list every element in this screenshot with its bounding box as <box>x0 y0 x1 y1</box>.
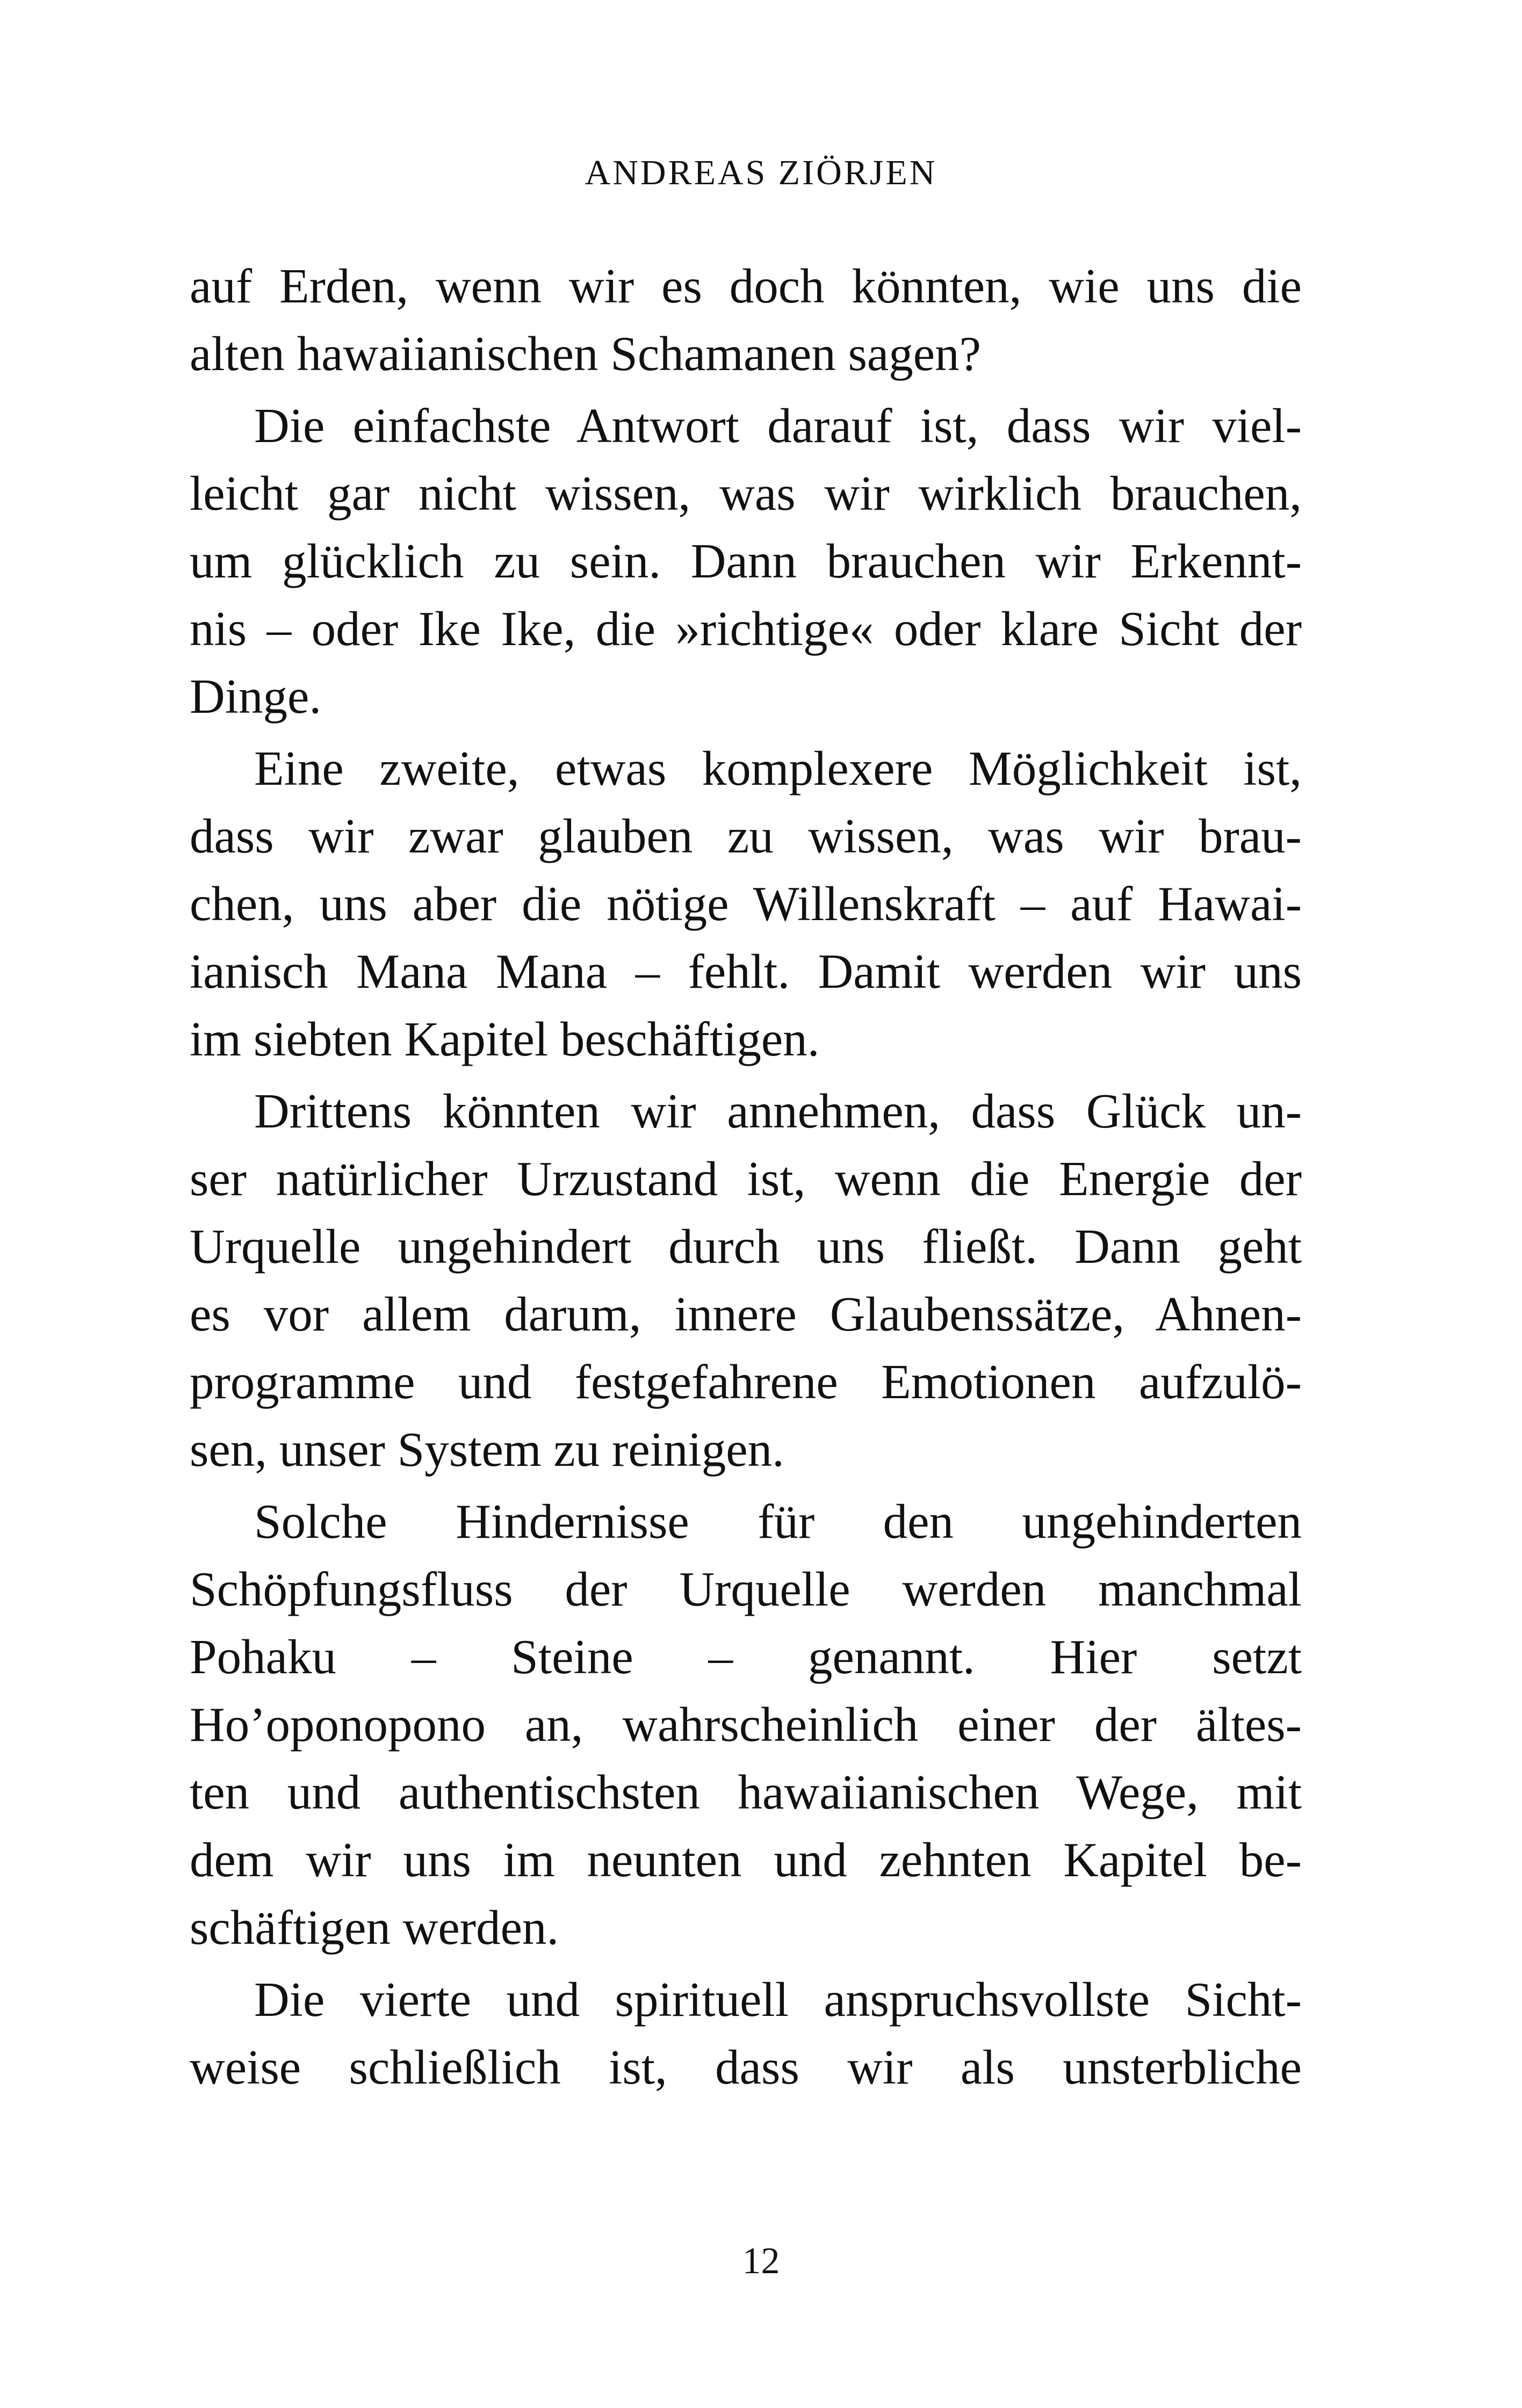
text-line: Die vierte und spirituell anspruchsvollste Sicht- <box>254 1972 1302 2027</box>
text-line: programme und festgefahrene Emotionen aufzulö- <box>190 1355 1302 1409</box>
text-line: es vor allem darum, innere Glaubenssätze, Ahnen- <box>190 1287 1302 1341</box>
text-line: leicht gar nicht wissen, was wir wirklich brauchen, <box>190 466 1302 520</box>
text-line: Schöpfungsfluss der Urquelle werden manchmal <box>190 1562 1302 1616</box>
text-line: Urquelle ungehindert durch uns fließt. Dann geht <box>190 1219 1302 1274</box>
text-line: Ho’oponopono an, wahrscheinlich einer der ältes- <box>190 1697 1302 1752</box>
text-line: Pohaku – Steine – genannt. Hier setzt <box>190 1630 1302 1684</box>
paragraph <box>190 1488 1302 1962</box>
paragraph <box>190 1078 1302 1484</box>
text-line: ianisch Mana Mana – fehlt. Damit werden wir uns <box>190 944 1302 999</box>
paragraph <box>190 735 1302 1073</box>
paragraph <box>190 1966 1302 2101</box>
text-line: ten und authentischsten hawaiianischen Wege, mit <box>190 1765 1302 1819</box>
text-line: Solche Hindernisse für den ungehinderten <box>254 1494 1302 1549</box>
text-line: Dinge. <box>190 669 322 724</box>
text-line: Eine zweite, etwas komplexere Möglichkeit ist, <box>254 741 1302 796</box>
text-line: weise schließlich ist, dass wir als unsterbliche <box>190 2040 1302 2094</box>
page-number: 12 <box>742 2240 780 2282</box>
text-line: alten hawaiianischen Schamanen sagen? <box>190 327 982 381</box>
text-line: schäftigen werden. <box>190 1900 559 1955</box>
running-head: ANDREAS ZIÖRJEN <box>585 153 937 192</box>
text-line: dass wir zwar glauben zu wissen, was wir brau- <box>190 809 1302 863</box>
text-line: nis – oder Ike Ike, die »richtige« oder klare Sicht der <box>190 602 1302 656</box>
text-line: sen, unser System zu reinigen. <box>190 1422 784 1477</box>
body-text <box>190 252 1302 2101</box>
text-line: auf Erden, wenn wir es doch könnten, wie uns die <box>190 259 1302 313</box>
text-line: im siebten Kapitel beschäftigen. <box>190 1012 820 1066</box>
text-line: Drittens könnten wir annehmen, dass Glück un- <box>254 1084 1302 1138</box>
text-line: ser natürlicher Urzustand ist, wenn die Energie der <box>190 1152 1302 1206</box>
text-line: Die einfachste Antwort darauf ist, dass wir viel- <box>254 399 1302 453</box>
text-line: dem wir uns im neunten und zehnten Kapitel be- <box>190 1833 1302 1887</box>
text-line: chen, uns aber die nötige Willenskraft – auf Hawai- <box>190 877 1302 931</box>
paragraph <box>190 252 1302 388</box>
text-line: um glücklich zu sein. Dann brauchen wir Erkennt- <box>190 534 1302 588</box>
paragraph <box>190 392 1302 731</box>
